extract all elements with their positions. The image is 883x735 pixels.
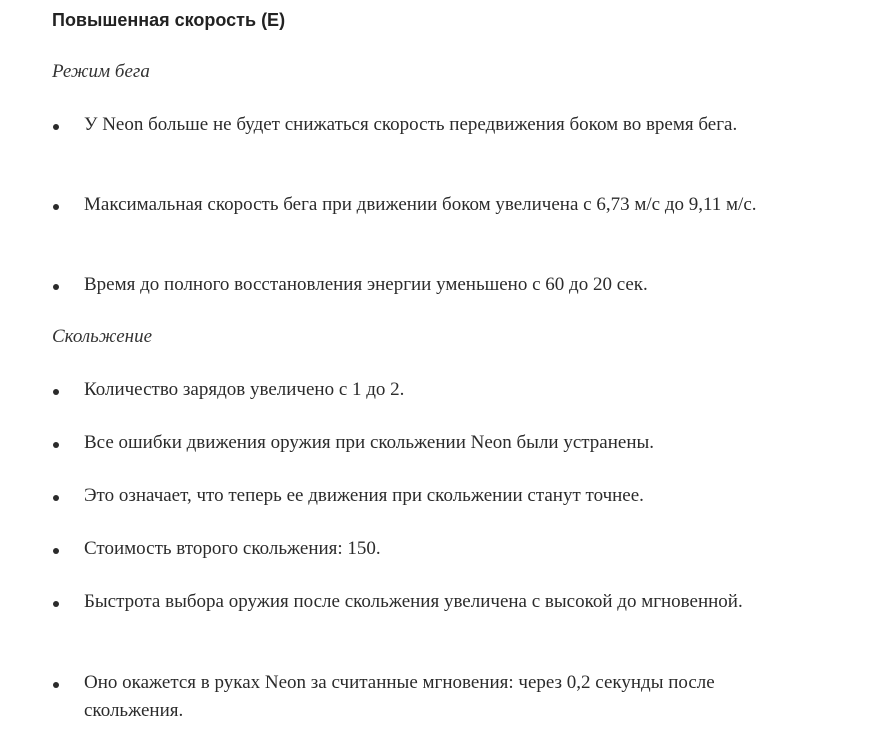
list-item-text: Стоимость второго скольжения: 150. <box>84 538 381 559</box>
subheading-slide: Скольжение <box>52 326 153 347</box>
list-item-text: Максимальная скорость бега при движении боком увеличена с 6,73 м/с до 9,11 м/с. <box>84 194 757 215</box>
list-item-text: Оно окажется в руках Neon за считанные мгновения: через 0,2 секунды после скольжения. <box>84 672 715 721</box>
list-item-text: У Neon больше не будет снижаться скорость передвижения боком во время бега. <box>84 114 738 135</box>
list-item-text: Быстрота выбора оружия после скольжения увеличена с высокой до мгновенной. <box>84 591 743 612</box>
bullet-icon <box>53 204 59 210</box>
list-item-text: Время до полного восстановления энергии уменьшено с 60 до 20 сек. <box>84 274 648 295</box>
bullet-icon <box>53 495 59 501</box>
list-item-text: Все ошибки движения оружия при скольжении Neon были устранены. <box>84 432 655 453</box>
bullet-icon <box>53 548 59 554</box>
bullet-icon <box>53 601 59 607</box>
section-heading: Повышенная скорость (E) <box>52 10 286 30</box>
bullet-icon <box>53 682 59 688</box>
list-item-text: Это означает, что теперь ее движения при скольжении станут точнее. <box>84 485 644 506</box>
bullet-icon <box>53 442 59 448</box>
subheading-run-mode: Режим бега <box>52 61 150 82</box>
bullet-icon <box>53 124 59 130</box>
bullet-icon <box>53 389 59 395</box>
bullet-icon <box>53 284 59 290</box>
list-item-text: Количество зарядов увеличено с 1 до 2. <box>84 379 405 400</box>
